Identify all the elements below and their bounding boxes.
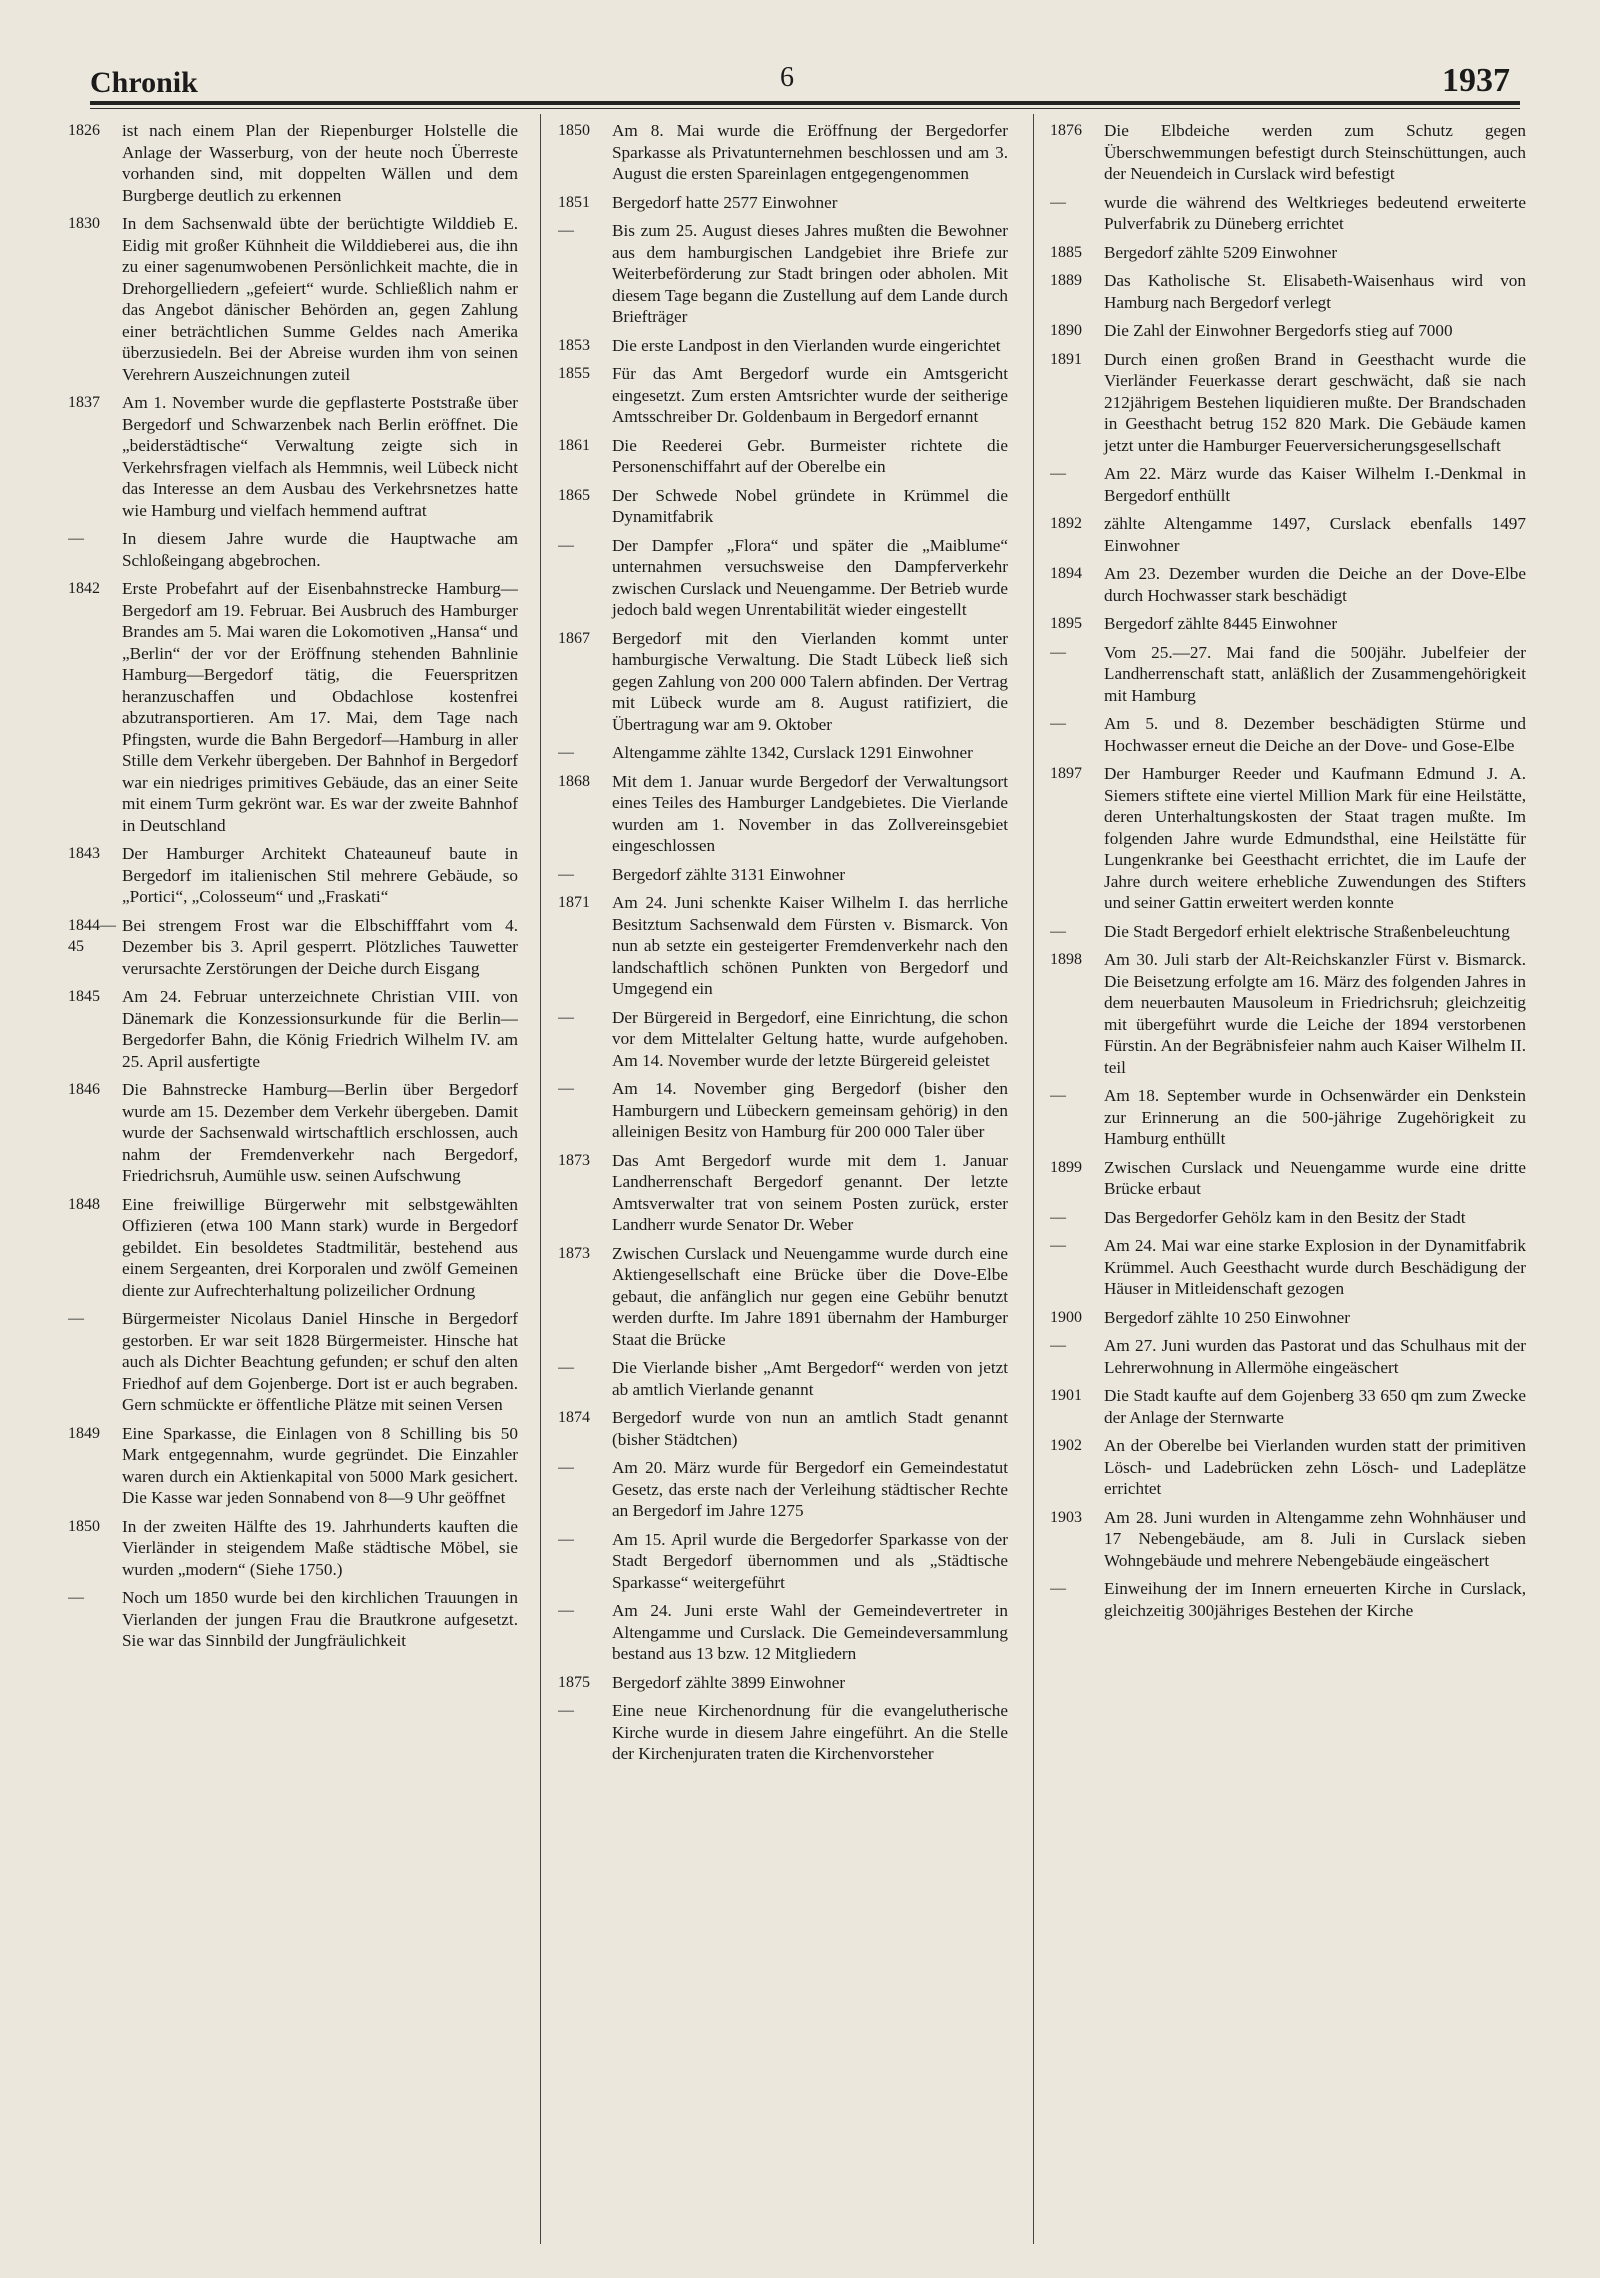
chronicle-entry [68,392,518,521]
entry-year: 1867 [558,629,590,647]
entry-text: Bürgermeister Nicolaus Daniel Hinsche in Bergedorf gestorben. Er war seit 1828 Bürgermeister. Hinsche hat auch als Dichter Beachtung gefunden; er schuf den alten Friedhof auf dem Gojenberge. Dort ist er auch begraben. Gern schmückte er öffentliche Plätze mit seinen Versen [122,1309,518,1414]
entry-text: Am 8. Mai wurde die Eröffnung der Bergedorfer Sparkasse als Privatunternehmen beschlossen und am 3. August die ersten Spareinlagen entgegengenommen [612,121,1008,183]
entry-year: 1894 [1050,565,1082,582]
entry-year: — [1050,643,1066,661]
chronicle-entry [558,485,1008,528]
entry-year: — [1050,193,1066,211]
entry-text: Die Reederei Gebr. Burmeister richtete die Personenschiffahrt auf der Oberelbe ein [612,435,1008,476]
entry-year: 1837 [68,394,100,411]
chronicle-entry [68,578,518,836]
entry-text: Am 18. September wurde in Ochsenwärder ein Denkstein zur Erinnerung an die 500-jährige Zugehörigkeit zu Hamburg enthüllt [1104,1086,1526,1148]
entry-year: 1855 [558,365,590,382]
chronicle-entry [1050,642,1526,707]
entry-text: Die Zahl der Einwohner Bergedorfs stieg auf 7000 [1104,321,1453,340]
chronicle-entry [558,1243,1008,1351]
entry-year: 1903 [1050,1508,1082,1526]
entry-year: — [558,536,574,554]
chronicle-entry [1050,192,1526,235]
entry-year: 1900 [1050,1308,1082,1326]
entry-year: 1850 [68,1517,100,1535]
entry-year: — [558,222,574,239]
entry-year: — [1050,1208,1066,1226]
chronicle-entry [68,986,518,1072]
entry-text: Durch einen großen Brand in Geesthacht wurde die Vierländer Feuerkasse derart geschwächt, daß sie nach 212jährigem Bestehen liquidieren mußte. Der Brandschaden in Geesthacht betrug 152 820 Mark. Die Gebäude kamen jetzt unter die Hamburger Feuerversicherungsgesellschaft [1104,349,1526,455]
entry-text: In dem Sachsenwald übte der berüchtigte Wilddieb E. Eidig mit großer Kühnheit die Wilddieberei aus, die ihn zu einer sagenumwobenen Persönlichkeit machte, die in Drehorgelliedern „gefeiert“ wurde. Schließlich nahm er das Angebot dänischer Behörden an, gegen Zahlung einer beträchtlichen Summe Geldes nach Amerika überzusiedeln. Bei der Abreise wurden ihm von seinen Verehrern Auszeichnungen zuteil [122,214,518,384]
entry-year: — [68,1310,84,1327]
entry-year: 1871 [558,894,590,911]
chronicle-entry [68,213,518,385]
entry-text: Am 24. Mai war eine starke Explosion in der Dynamitfabrik Krümmel. Auch Geesthacht wurde durch Beschädigung der Häuser in Mitleidenschaft gezogen [1104,1236,1526,1298]
chronicle-entry [558,335,1008,357]
chronicle-entry [1050,949,1526,1078]
entry-text: Bergedorf zählte 3899 Einwohner [612,1672,846,1692]
entry-year: — [558,1459,574,1476]
chronicle-entry [558,628,1008,736]
chronicle-entry [1050,270,1526,313]
chronicle-entry [1050,1385,1526,1428]
entry-text: In der zweiten Hälfte des 19. Jahrhunderts kauften die Vierländer in steigendem Maße städtische Möbel, sie wurden „modern“ (Siehe 1750.) [122,1516,518,1579]
entry-text: Bis zum 25. August dieses Jahres mußten die Bewohner aus dem hamburgischen Landgebiet ihre Briefe zur Weiterbeförderung zur Stadt bringen oder abholen. Mit diesem Tage begann die Zustellung auf dem Lande durch Briefträger [612,221,1008,326]
entry-text: Bergedorf zählte 3131 Einwohner [612,864,846,884]
entry-text: Die Stadt Bergedorf erhielt elektrische Straßenbeleuchtung [1104,921,1510,941]
column-3 [1050,120,1526,2258]
entry-text: Eine Sparkasse, die Einlagen von 8 Schilling bis 50 Mark entgegennahm, wurde gegründet. Die Einzahler waren durch ein Aktienkapital von 5000 Mark gesichert. Die Kasse war jeden Sonnabend von 8—9 Uhr geöffnet [122,1423,518,1507]
chronicle-entry [558,1700,1008,1765]
entry-text: Bergedorf wurde von nun an amtlich Stadt genannt (bisher Städtchen) [612,1408,1008,1449]
entry-text: Der Hamburger Architekt Chateauneuf baute in Bergedorf im italienischen Stil mehrere Gebäude, so „Portici“, „Colosseum“ und „Fraskati“ [122,844,518,906]
entry-text: Noch um 1850 wurde bei den kirchlichen Trauungen in Vierlanden der jungen Frau die Brautkrone aufgesetzt. Sie war das Sinnbild der Jungfräulichkeit [122,1588,518,1650]
chronicle-entry [68,120,518,206]
entry-year: 1865 [558,486,590,504]
entry-year: 1901 [1050,1387,1082,1404]
chronicle-entry [1050,1085,1526,1150]
chronicle-entry [558,120,1008,185]
entry-text: Mit dem 1. Januar wurde Bergedorf der Verwaltungsort eines Teiles des Hamburger Landgebietes. Die Vierlande wurden am 1. November in das Zollvereinsgebiet eingeschlossen [612,771,1008,855]
chronicle-entry [1050,120,1526,185]
chronicle-entry [1050,563,1526,606]
entry-year: — [1050,1087,1066,1104]
entry-year: 1889 [1050,272,1082,289]
entry-text: Das Katholische St. Elisabeth-Waisenhaus wird von Hamburg nach Bergedorf verlegt [1104,271,1526,312]
chronicle-entry [68,528,518,571]
entry-year: 1844—45 [68,916,116,955]
entry-year: 1845 [68,988,100,1005]
entry-year: — [558,1530,574,1548]
entry-text: Am 30. Juli starb der Alt-Reichskanzler Fürst v. Bismarck. Die Beisetzung erfolgte am 16. März des folgenden Jahres in dem neuerbauten Mausoleum in Friedrichsruh; gleichzeitig mit übergeführt wurde die Leiche der 1894 verstorbenen Fürstin. An der Begräbnisfeier nahm auch Kaiser Wilhelm II. teil [1104,950,1526,1077]
chronicle-entry [1050,1307,1526,1329]
entry-text: Am 24. Juni erste Wahl der Gemeindevertreter in Altengamme und Curslack. Die Gemeindeversammlung bestand aus 13 bzw. 12 Mitgliedern [612,1601,1008,1663]
entry-year: — [1050,1337,1066,1354]
entry-text: Für das Amt Bergedorf wurde ein Amtsgericht eingesetzt. Zum ersten Amtsrichter wurde der seitherige Amtsschreiber Dr. Goldenbaum in Bergedorf ernannt [612,364,1008,426]
chronicle-entry [68,843,518,908]
entry-text: Bei strengem Frost war die Elbschifffahrt vom 4. Dezember bis 3. April gesperrt. Plötzliches Tauwetter verursachte Zerstörungen der Deiche durch Eisgang [122,915,518,978]
entry-year: 1848 [68,1195,100,1213]
chronicle-entry [1050,463,1526,506]
chronicle-entry [68,1516,518,1581]
entry-text: Eine freiwillige Bürgerwehr mit selbstgewählten Offizieren (etwa 100 Mann stark) wurde in Bergedorf gebildet. Ein besoldetes Stadtmilitär, bestehend aus einem Sergeanten, drei Korporalen und zwölf Gemeinen diente zur Aufrechterhaltung polizeilicher Ordnung [122,1194,518,1300]
chronicle-entry [558,435,1008,478]
entry-text: Am 14. November ging Bergedorf (bisher den Hamburgern und Lübeckern gemeinsam gehörig) in den alleinigen Besitz von Hamburg für 200 000 Taler über [612,1079,1008,1141]
chronicle-entry [558,1457,1008,1522]
entry-text: Bergedorf hatte 2577 Einwohner [612,192,838,212]
header-rule-thin [90,108,1520,109]
chronicle-entry [1050,1207,1526,1229]
entry-text: Die Bahnstrecke Hamburg—Berlin über Bergedorf wurde am 15. Dezember dem Verkehr übergeben. Damit wurde der Sachsenwald wirtschaftlich erschlossen, auch nahm der Fremdenverkehr nach Bergedorf, Friedrichsruh, Aumühle usw. seinen Aufschwung [122,1080,518,1185]
entry-year: 1898 [1050,951,1082,968]
chronicle-entry [1050,1578,1526,1621]
entry-text: An der Oberelbe bei Vierlanden wurden statt der primitiven Lösch- und Ladebrücken zehn Lösch- und Ladeplätze errichtet [1104,1436,1526,1498]
entry-text: Am 24. Februar unterzeichnete Christian VIII. von Dänemark die Konzessionsurkunde für die Berlin—Bergedorfer Bahn, die König Friedrich Wilhelm IV. am 25. April ausfertigte [122,987,518,1071]
chronicle-entry [558,363,1008,428]
entry-year: 1826 [68,122,100,139]
entry-text: Am 15. April wurde die Bergedorfer Sparkasse von der Stadt Bergedorf übernommen und als „Städtische Sparkasse“ weitergeführt [612,1529,1008,1592]
entry-year: 1899 [1050,1158,1082,1176]
entry-year: 1846 [68,1081,100,1098]
entry-text: Erste Probefahrt auf der Eisenbahnstrecke Hamburg—Bergedorf am 19. Februar. Bei Ausbruch des Hamburger Brandes am 5. Mai waren die Lokomotiven „Hansa“ und „Berlin“ der vor der Eröffnung stehenden Bahnlinie Hamburg—Bergedorf tätig, die Feuerspritzen heranzuschaffen und Obdachlose kostenfrei abzutransportieren. Am 17. Mai, dem Tage nach Pfingsten, wurde die Bahn Bergedorf—Hamburg in aller Stille dem Verkehr übergeben. Der Bahnhof in Bergedorf war ein niedriges primitives Gebäude, das an einer Seite mit einem Turm gekrönt war. Es war der zweite Bahnhof in Deutschland [122,579,518,835]
entry-text: Bergedorf zählte 10 250 Einwohner [1104,1307,1350,1327]
entry-text: wurde die während des Weltkrieges bedeutend erweiterte Pulverfabrik zu Düneberg errichtet [1104,192,1526,233]
header-title: Chronik [90,66,198,99]
chronicle-entry [1050,349,1526,457]
entry-year: 1830 [68,215,100,232]
chronicle-entry [558,535,1008,621]
entry-year: 1843 [68,845,100,862]
chronicle-entry [1050,763,1526,914]
chronicle-entry [558,1357,1008,1400]
entry-text: Zwischen Curslack und Neuengamme wurde durch eine Aktiengesellschaft eine Brücke über die Dove-Elbe gebaut, die anfänglich nur gegen eine Gebühr benutzt werden durfte. Im Jahre 1891 übernahm der Hamburger Staat die Brücke [612,1243,1008,1349]
entry-year: — [1050,465,1066,482]
column-divider-1 [540,114,541,2244]
chronicle-entry [68,1423,518,1509]
entry-year: 1902 [1050,1437,1082,1454]
entry-year: 1890 [1050,322,1082,339]
chronicle-entry [558,220,1008,328]
entry-year: 1853 [558,336,590,354]
entry-year: — [1050,922,1066,940]
entry-text: Das Amt Bergedorf wurde mit dem 1. Januar Landherrenschaft Bergedorf genannt. Der letzte Amtsverwalter trat von seinem Posten zurück, erster Landherr wurde Senator Dr. Weber [612,1150,1008,1234]
entry-text: ist nach einem Plan der Riepenburger Holstelle die Anlage der Wasserburg, von der heute noch Überreste vorhanden sind, mit doppelten Wällen und dem Burgberge deutlich zu erkennen [122,121,518,205]
entry-text: Altengamme zählte 1342, Curslack 1291 Einwohner [612,743,973,762]
entry-text: Am 20. März wurde für Bergedorf ein Gemeindestatut Gesetz, das erste nach der Verleihung städtischer Rechte an Bergedorf im Jahre 1275 [612,1458,1008,1520]
entry-text: In diesem Jahre wurde die Hauptwache am Schloßeingang abgebrochen. [122,529,518,570]
chronicle-entry [558,1150,1008,1236]
entry-year: 1868 [558,772,590,790]
entry-text: Der Hamburger Reeder und Kaufmann Edmund J. A. Siemers stiftete eine viertel Million Mark für eine Heilstätte, deren Unterhaltungskosten der Staat tragen mußte. Im folgenden Jahre wurde Edmundsthal, eine Heilstätte für Lungenkranke bei Geesthacht errichtet, die im Laufe der Jahre durch weitere erhebliche Zuwendungen des Stifters und seiner Gattin erweitert werden konnte [1104,764,1526,912]
chronicle-entry [558,1407,1008,1450]
entry-text: Am 24. Juni schenkte Kaiser Wilhelm I. das herrliche Besitztum Sachsenwald dem Fürsten v. Bismarck. Von nun ab setzte ein gesteigerter Fremdenverkehr nach den landschaftlich schönen Punkten von Bergedorf und Umgegend ein [612,893,1008,998]
entry-text: Der Schwede Nobel gründete in Krümmel die Dynamitfabrik [612,485,1008,526]
entry-year: 1851 [558,193,590,211]
entry-text: Der Dampfer „Flora“ und später die „Maiblume“ unternahmen versuchsweise den Dampferverkehr zwischen Curslack und Neuengamme. Der Betrieb wurde jedoch bald wegen Unrentabilität wieder eingestellt [612,535,1008,619]
entry-year: 1873 [558,1244,590,1262]
chronicle-entry [1050,1435,1526,1500]
entry-text: Eine neue Kirchenordnung für die evangelutherische Kirche wurde in diesem Jahre eingeführt. An die Stelle der Kirchenjuraten traten die Kirchenvorsteher [612,1701,1008,1763]
chronicle-entry [558,1600,1008,1665]
chronicle-entry [558,1672,1008,1694]
entry-text: Die Stadt kaufte auf dem Gojenberg 33 650 qm zum Zwecke der Anlage der Sternwarte [1104,1386,1526,1427]
entry-text: Vom 25.—27. Mai fand die 500jähr. Jubelfeier der Landherrenschaft statt, anläßlich der Zusammengehörigkeit mit Hamburg [1104,642,1526,705]
entry-text: Die Vierlande bisher „Amt Bergedorf“ werden von jetzt ab amtlich Vierlande genannt [612,1358,1008,1399]
entry-year: 1892 [1050,515,1082,532]
chronicle-entry [1050,613,1526,635]
chronicle-entry [1050,921,1526,943]
entry-text: Zwischen Curslack und Neuengamme wurde eine dritte Brücke erbaut [1104,1157,1526,1198]
chronicle-entry [558,1078,1008,1143]
header-rule-thick [90,101,1520,105]
chronicle-entry [68,915,518,980]
entry-year: 1885 [1050,243,1082,261]
entry-text: Die erste Landpost in den Vierlanden wurde eingerichtet [612,335,1001,355]
entry-text: Die Elbdeiche werden zum Schutz gegen Überschwemmungen befestigt durch Steinschüttungen, auch der Neuendeich in Curslack wird befestigt [1104,121,1526,183]
entry-year: — [68,530,84,547]
chronicle-entry [1050,713,1526,756]
entry-year: — [558,1602,574,1619]
page-number: 6 [780,62,794,93]
entry-year: 1842 [68,580,100,597]
entry-year: 1849 [68,1424,100,1442]
entry-year: — [1050,1580,1066,1597]
chronicle-entry [1050,1235,1526,1300]
entry-year: — [558,744,574,761]
chronicle-entry [1050,320,1526,342]
entry-text: Bergedorf zählte 8445 Einwohner [1104,614,1338,633]
entry-year: — [1050,1237,1066,1254]
entry-text: Am 27. Juni wurden das Pastorat und das Schulhaus mit der Lehrerwohnung in Allermöhe eingeäschert [1104,1336,1526,1377]
entry-year: 1875 [558,1673,590,1691]
entry-year: — [558,1359,574,1376]
chronicle-entry [558,1529,1008,1594]
entry-year: 1876 [1050,122,1082,139]
chronicle-entry [558,864,1008,886]
entry-text: Am 22. März wurde das Kaiser Wilhelm I.-Denkmal in Bergedorf enthüllt [1104,464,1526,505]
entry-text: Der Bürgereid in Bergedorf, eine Einrichtung, die schon vor dem Mittelalter Geltung hatte, wurde aufgehoben. Am 14. November wurde der letzte Bürgereid geleistet [612,1007,1008,1070]
entry-year: 1895 [1050,615,1082,632]
chronicle-entry [68,1194,518,1302]
entry-year: 1850 [558,122,590,139]
entry-year: — [1050,715,1066,732]
column-2 [558,120,1008,2258]
chronicle-entry [558,742,1008,764]
entry-year: 1861 [558,436,590,454]
entry-year: — [558,865,574,883]
entry-text: Einweihung der im Innern erneuerten Kirche in Curslack, gleichzeitig 300jähriges Bestehen der Kirche [1104,1579,1526,1620]
entry-text: Am 1. November wurde die gepflasterte Poststraße über Bergedorf und Schwarzenbek nach Berlin eröffnet. Die „beiderstädtische“ Verwaltung zeigte sich in Verkehrsfragen vielfach als Hemmnis, weil Lübeck nicht das Interesse an dem Ausbau des Verkehrsnetzes hatte wie Hamburg und vielfach hemmend auftrat [122,393,518,520]
chronicle-entry [1050,1507,1526,1572]
entry-text: Am 5. und 8. Dezember beschädigten Stürme und Hochwasser erneut die Deiche an der Dove- und Gose-Elbe [1104,714,1526,755]
chronicle-entry [558,192,1008,214]
chronicle-entry [558,892,1008,1000]
entry-year: 1891 [1050,350,1082,368]
entry-year: 1873 [558,1151,590,1169]
header-year: 1937 [1442,62,1510,99]
chronicle-entry [1050,1157,1526,1200]
entry-year: — [558,1008,574,1026]
entry-text: zählte Altengamme 1497, Curslack ebenfalls 1497 Einwohner [1104,514,1526,555]
entry-text: Am 23. Dezember wurden die Deiche an der Dove-Elbe durch Hochwasser stark beschädigt [1104,564,1526,605]
entry-text: Das Bergedorfer Gehölz kam in den Besitz der Stadt [1104,1207,1466,1227]
column-1 [68,120,518,2258]
entry-year: — [558,1080,574,1097]
chronicle-entry [558,1007,1008,1072]
chronicle-entry [1050,242,1526,264]
chronicle-entry [558,771,1008,857]
entry-text: Bergedorf zählte 5209 Einwohner [1104,242,1338,262]
entry-text: Am 28. Juni wurden in Altengamme zehn Wohnhäuser und 17 Nebengebäude, am 8. Juli in Curslack sieben Wohngebäude und mehrere Nebengebäude eingeäschert [1104,1507,1526,1570]
chronicle-entry [68,1587,518,1652]
chronicle-entry [68,1079,518,1187]
entry-text: Bergedorf mit den Vierlanden kommt unter hamburgische Verwaltung. Die Stadt Lübeck ließ sich gegen Zahlung von 200 000 Talern abfinden. Der Vertrag mit Lübeck wurde am 8. August ratifiziert, die Übertragung war am 9. Oktober [612,628,1008,734]
entry-year: — [558,1702,574,1719]
entry-year: 1897 [1050,765,1082,782]
column-divider-2 [1033,114,1034,2244]
chronicle-entry [68,1308,518,1416]
entry-year: 1874 [558,1409,590,1426]
entry-year: — [68,1589,84,1606]
chronicle-entry [1050,513,1526,556]
chronicle-entry [1050,1335,1526,1378]
